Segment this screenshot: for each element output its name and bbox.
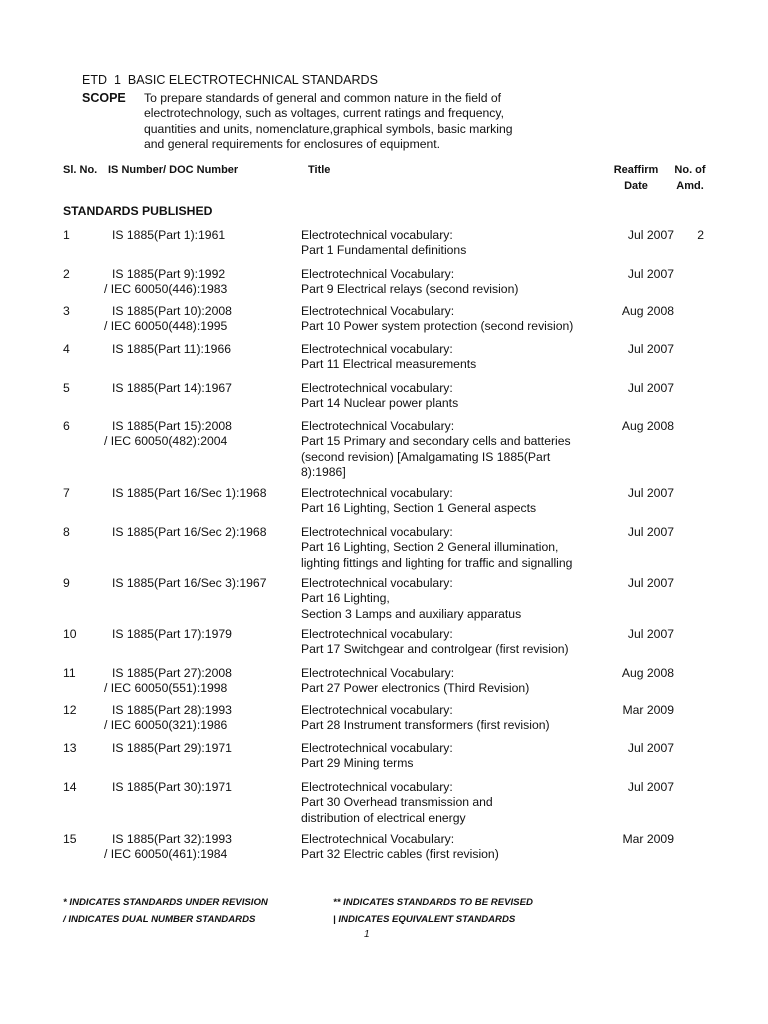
row-sl: 10	[63, 627, 77, 641]
row-reaffirm-date: Jul 2007	[627, 627, 674, 641]
is-line: IS 1885(Part 11):1966	[112, 342, 232, 356]
row-is-number	[100, 304, 232, 335]
row-sl: 13	[63, 741, 77, 755]
row-sl: 2	[63, 267, 70, 281]
row-reaffirm-date: Jul 2007	[627, 741, 674, 755]
title-line: Part 16 Lighting, Section 2 General illumination,	[301, 540, 559, 555]
title-line: Electrotechnical Vocabulary:	[301, 267, 455, 281]
header-reaffirm: Reaffirm	[613, 164, 659, 176]
footnote-to-be-revised: ** INDICATES STANDARDS TO BE REVISED	[333, 897, 533, 908]
title-line: (second revision) [Amalgamating IS 1885(Part	[301, 449, 551, 464]
is-line: / IEC 60050(321):1986	[104, 718, 228, 733]
row-reaffirm-date: Jul 2007	[627, 381, 674, 395]
is-line: IS 1885(Part 16/Sec 2):1968	[112, 525, 267, 539]
title-line: Part 30 Overhead transmission and	[301, 795, 493, 810]
row-title	[301, 703, 550, 734]
row-reaffirm-date: Mar 2009	[622, 832, 674, 846]
is-line: / IEC 60050(446):1983	[104, 282, 228, 297]
section-heading: STANDARDS PUBLISHED	[63, 204, 213, 218]
row-title	[301, 780, 493, 826]
row-is-number	[100, 627, 232, 642]
scope-line: quantities and units, nomenclature,graphical symbols, basic marking	[144, 121, 513, 136]
row-reaffirm-date: Jul 2007	[627, 525, 674, 539]
row-is-number	[100, 381, 232, 396]
title-line: Electrotechnical Vocabulary:	[301, 419, 455, 433]
scope-label: SCOPE	[82, 91, 126, 105]
scope-line: and general requirements for enclosures of equipment.	[144, 136, 441, 151]
row-sl: 9	[63, 576, 70, 590]
title-line: Part 10 Power system protection (second revision)	[301, 319, 574, 334]
title-line: Part 16 Lighting, Section 1 General aspects	[301, 501, 537, 516]
header-is-number: IS Number/ DOC Number	[108, 164, 239, 176]
title-line: Electrotechnical Vocabulary:	[301, 304, 455, 318]
row-sl: 7	[63, 486, 70, 500]
title-line: Electrotechnical vocabulary:	[301, 703, 453, 717]
row-sl: 3	[63, 304, 70, 318]
title-line: Electrotechnical vocabulary:	[301, 525, 453, 539]
title-line: Part 27 Power electronics (Third Revision)	[301, 681, 530, 696]
row-is-number	[100, 780, 232, 795]
scope-line: To prepare standards of general and common nature in the field of	[144, 91, 502, 105]
committee-heading	[82, 73, 378, 87]
row-amd-count: 2	[697, 228, 704, 242]
is-line: / IEC 60050(482):2004	[104, 434, 228, 449]
title-line: Electrotechnical vocabulary:	[301, 576, 453, 590]
is-line: IS 1885(Part 16/Sec 3):1967	[112, 576, 267, 590]
row-sl: 11	[63, 666, 76, 680]
row-reaffirm-date: Jul 2007	[627, 267, 674, 281]
is-line: IS 1885(Part 29):1971	[112, 741, 232, 755]
footnote-dual-number: / INDICATES DUAL NUMBER STANDARDS	[63, 914, 256, 925]
is-line: / IEC 60050(551):1998	[104, 681, 228, 696]
row-title	[301, 342, 476, 373]
committee-name: BASIC ELECTROTECHNICAL STANDARDS	[127, 73, 378, 87]
row-reaffirm-date: Aug 2008	[621, 666, 674, 680]
is-line: IS 1885(Part 16/Sec 1):1968	[112, 486, 267, 500]
committee-code: ETD 1	[82, 73, 121, 87]
title-line: Electrotechnical Vocabulary:	[301, 666, 455, 680]
row-title	[301, 525, 572, 571]
row-sl: 1	[63, 228, 70, 242]
title-line: lighting fittings and lighting for traffic and signalling	[301, 555, 573, 570]
title-line: Part 17 Switchgear and controlgear (first revision)	[301, 642, 569, 657]
row-reaffirm-date: Jul 2007	[627, 342, 674, 356]
header-date: Date	[624, 180, 648, 192]
title-line: Part 15 Primary and secondary cells and batteries	[301, 434, 571, 449]
is-line: / IEC 60050(461):1984	[104, 847, 228, 862]
title-line: 8):1986]	[301, 464, 346, 479]
is-line: IS 1885(Part 10):2008	[112, 304, 232, 318]
row-sl: 6	[63, 419, 70, 433]
title-line: Electrotechnical vocabulary:	[301, 228, 453, 242]
row-title	[301, 381, 458, 412]
title-line: Electrotechnical vocabulary:	[301, 342, 453, 356]
footnote-under-revision: * INDICATES STANDARDS UNDER REVISION	[63, 897, 268, 908]
row-reaffirm-date: Aug 2008	[621, 419, 674, 433]
is-line: IS 1885(Part 28):1993	[112, 703, 232, 717]
title-line: Electrotechnical vocabulary:	[301, 627, 453, 641]
row-reaffirm-date: Jul 2007	[627, 486, 674, 500]
footnote-equivalent: | INDICATES EQUIVALENT STANDARDS	[333, 914, 516, 925]
title-line: Part 1 Fundamental definitions	[301, 243, 467, 258]
row-is-number	[100, 666, 232, 697]
row-title	[301, 576, 521, 622]
row-sl: 5	[63, 381, 70, 395]
is-line: IS 1885(Part 14):1967	[112, 381, 232, 395]
title-line: Part 14 Nuclear power plants	[301, 396, 459, 411]
title-line: Part 29 Mining terms	[301, 756, 414, 771]
row-sl: 4	[63, 342, 70, 356]
is-line: IS 1885(Part 1):1961	[112, 228, 226, 242]
title-line: Electrotechnical vocabulary:	[301, 381, 453, 395]
row-sl: 8	[63, 525, 70, 539]
is-line: IS 1885(Part 30):1971	[112, 780, 232, 794]
row-title	[301, 228, 466, 259]
row-is-number	[100, 741, 232, 756]
title-line: Part 16 Lighting,	[301, 591, 390, 606]
header-no-of: No. of	[674, 164, 706, 176]
row-is-number	[100, 228, 225, 243]
row-is-number	[100, 576, 266, 591]
header-no-of-amd	[670, 162, 710, 194]
row-title	[301, 267, 518, 298]
row-title	[301, 741, 453, 772]
row-is-number	[100, 703, 232, 734]
title-line: distribution of electrical energy	[301, 810, 466, 825]
title-line: Electrotechnical vocabulary:	[301, 780, 453, 794]
scope-line: electrotechnology, such as voltages, current ratings and frequency,	[144, 106, 504, 121]
header-reaffirm-date	[606, 162, 666, 194]
title-line: Part 32 Electric cables (first revision)	[301, 847, 499, 862]
row-title	[301, 627, 569, 658]
row-is-number	[100, 267, 227, 298]
row-sl: 12	[63, 703, 77, 717]
row-title	[301, 304, 573, 335]
row-title	[301, 486, 536, 517]
row-reaffirm-date: Aug 2008	[621, 304, 674, 318]
row-title	[301, 419, 571, 480]
is-line: IS 1885(Part 17):1979	[112, 627, 232, 641]
title-line: Part 11 Electrical measurements	[301, 357, 477, 372]
row-is-number	[100, 342, 231, 357]
title-line: Part 28 Instrument transformers (first revision)	[301, 718, 550, 733]
row-reaffirm-date: Jul 2007	[627, 780, 674, 794]
row-is-number	[100, 419, 232, 450]
scope-text	[144, 91, 564, 152]
row-is-number	[100, 525, 266, 540]
row-title	[301, 666, 529, 697]
row-reaffirm-date: Jul 2007	[627, 576, 674, 590]
is-line: IS 1885(Part 15):2008	[112, 419, 232, 433]
page-number: 1	[364, 929, 370, 940]
title-line: Part 9 Electrical relays (second revision)	[301, 282, 519, 297]
row-sl: 15	[63, 832, 77, 846]
header-title: Title	[308, 164, 331, 176]
row-title	[301, 832, 499, 863]
title-line: Electrotechnical vocabulary:	[301, 486, 453, 500]
is-line: IS 1885(Part 9):1992	[112, 267, 226, 281]
row-is-number	[100, 486, 266, 501]
title-line: Electrotechnical vocabulary:	[301, 741, 453, 755]
title-line: Electrotechnical Vocabulary:	[301, 832, 455, 846]
header-amd: Amd.	[676, 180, 704, 192]
is-line: IS 1885(Part 32):1993	[112, 832, 232, 846]
header-sl-no: Sl. No.	[63, 164, 98, 176]
is-line: IS 1885(Part 27):2008	[112, 666, 232, 680]
row-is-number	[100, 832, 232, 863]
row-reaffirm-date: Mar 2009	[622, 703, 674, 717]
row-sl: 14	[63, 780, 77, 794]
row-reaffirm-date: Jul 2007	[627, 228, 674, 242]
title-line: Section 3 Lamps and auxiliary apparatus	[301, 606, 522, 621]
is-line: / IEC 60050(448):1995	[104, 319, 228, 334]
